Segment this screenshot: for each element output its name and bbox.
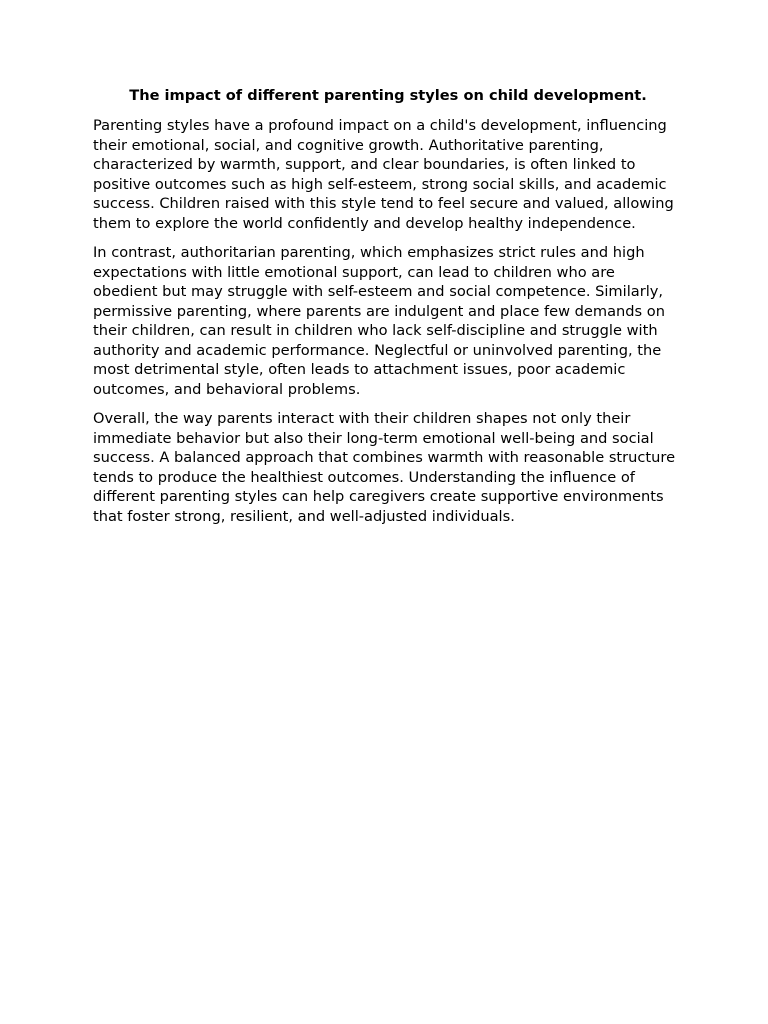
- document-page: [93, 86, 683, 536]
- paragraph-authoritarian-permissive-neglectful: In contrast, authoritarian parenting, which emphasizes strict rules and high expectations with little emotional support, can lead to children who are obedient but may struggle with self-esteem and social competence. Similarly, permissive parenting, where parents are indulgent and place few demands on their children, can result in children who lack self-discipline and struggle with authority and academic performance. Neglectful or uninvolved parenting, the most detrimental style, often leads to attachment issues, poor academic outcomes, and behavioral problems.: [93, 244, 665, 398]
- document-title: The impact of different parenting styles on child development.: [129, 87, 647, 104]
- paragraph-conclusion: Overall, the way parents interact with their children shapes not only their immediate behavior but also their long-term emotional well-being and social success. A balanced approach that combines warmth with reasonable structure tends to produce the healthiest outcomes. Understanding the influence of different parenting styles can help caregivers create supportive environments that foster strong, resilient, and well-adjusted individuals.: [93, 410, 676, 525]
- paragraph-parenting-styles-intro: Parenting styles have a profound impact on a child's development, influencing their emotional, social, and cognitive growth. Authoritative parenting, characterized by warmth, support, and clear boundaries, is often linked to positive outcomes such as high self-esteem, strong social skills, and academic success. Children raised with this style tend to feel secure and valued, allowing them to explore the world confidently and develop healthy independence.: [93, 117, 674, 232]
